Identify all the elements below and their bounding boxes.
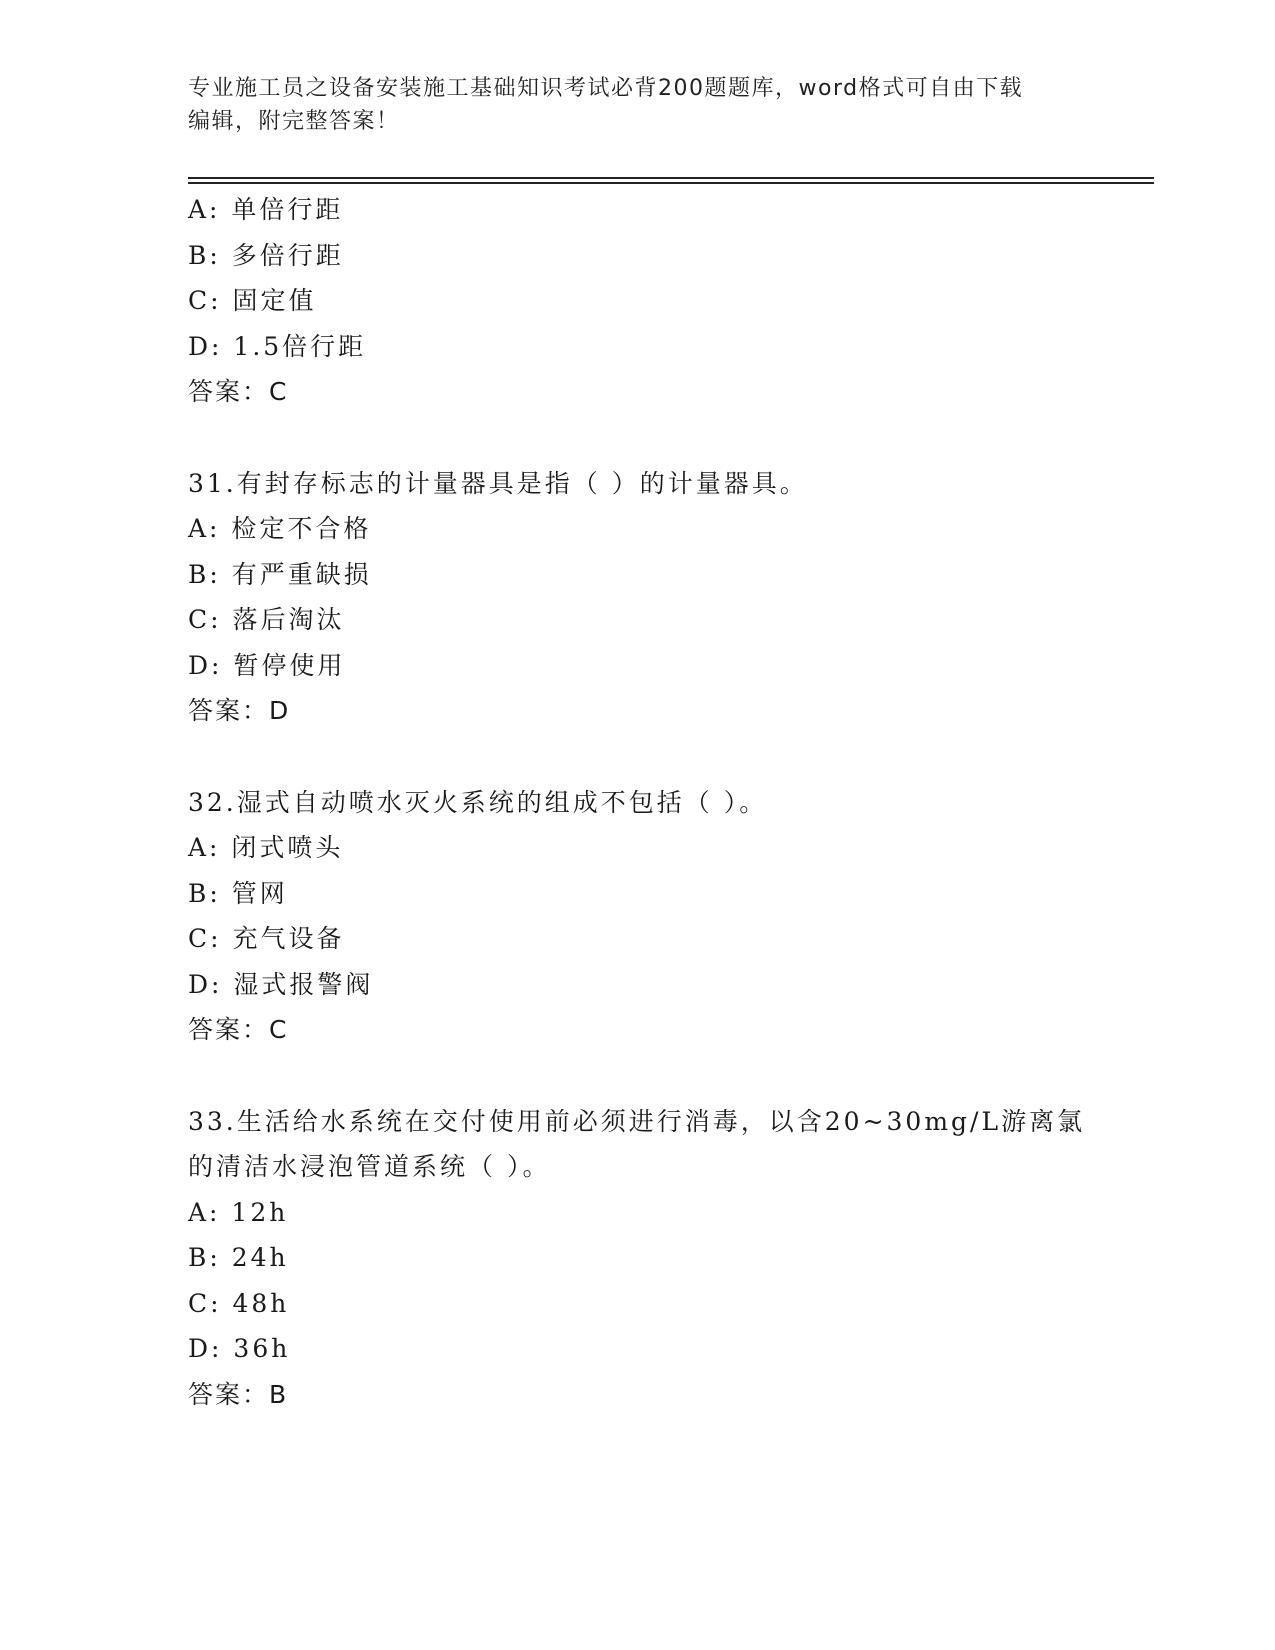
option-d: D: 36h	[188, 1334, 291, 1363]
header-divider-top	[188, 177, 1154, 179]
question-32	[188, 780, 1088, 1053]
answer-line: 答案：C	[188, 1015, 289, 1044]
option-a: A: 单倍行距	[188, 195, 344, 224]
option-b: B: 有严重缺损	[188, 559, 372, 589]
question-33	[188, 1099, 1088, 1418]
option-a: A: 闭式喷头	[188, 833, 344, 862]
spacer	[188, 734, 1088, 780]
option-d: D: 暂停使用	[188, 650, 346, 680]
option-c: C: 落后淘汰	[188, 605, 345, 634]
option-c: C: 固定值	[188, 286, 317, 315]
option-c: C: 48h	[188, 1288, 290, 1318]
option-a: A: 12h	[188, 1197, 289, 1227]
answer-line: 答案：D	[188, 696, 291, 725]
option-d: D: 1.5倍行距	[188, 331, 367, 361]
question-list	[188, 187, 1088, 1417]
question-stem-line-2: 的清洁水浸泡管道系统（ ）。	[188, 1152, 551, 1181]
question-30-continued	[188, 187, 1088, 415]
question-stem: 31.有封存标志的计量器具是指（ ）的计量器具。	[188, 468, 808, 498]
option-b: B: 多倍行距	[188, 240, 344, 270]
header-title-line-2: 编辑，附完整答案！	[188, 109, 400, 134]
question-31	[188, 461, 1088, 734]
question-stem-line-1: 33.生活给水系统在交付使用前必须进行消毒，以含20~30mg/L游离氯	[188, 1106, 1086, 1136]
answer-line: 答案：B	[188, 1379, 289, 1409]
header-title-line-1: 专业施工员之设备安装施工基础知识考试必背200题题库，word格式可自由下载	[188, 76, 1024, 101]
option-b: B: 24h	[188, 1243, 289, 1272]
spacer	[188, 415, 1088, 461]
option-b: B: 管网	[188, 878, 288, 908]
answer-line: 答案：C	[188, 377, 289, 406]
option-c: C: 充气设备	[188, 924, 345, 953]
spacer	[188, 1053, 1088, 1099]
question-stem: 32.湿式自动喷水灭火系统的组成不包括（ ）。	[188, 787, 768, 817]
document-header	[188, 72, 1088, 138]
option-a: A: 检定不合格	[188, 514, 372, 543]
header-divider-bottom	[188, 182, 1154, 184]
option-d: D: 湿式报警阀	[188, 969, 374, 999]
